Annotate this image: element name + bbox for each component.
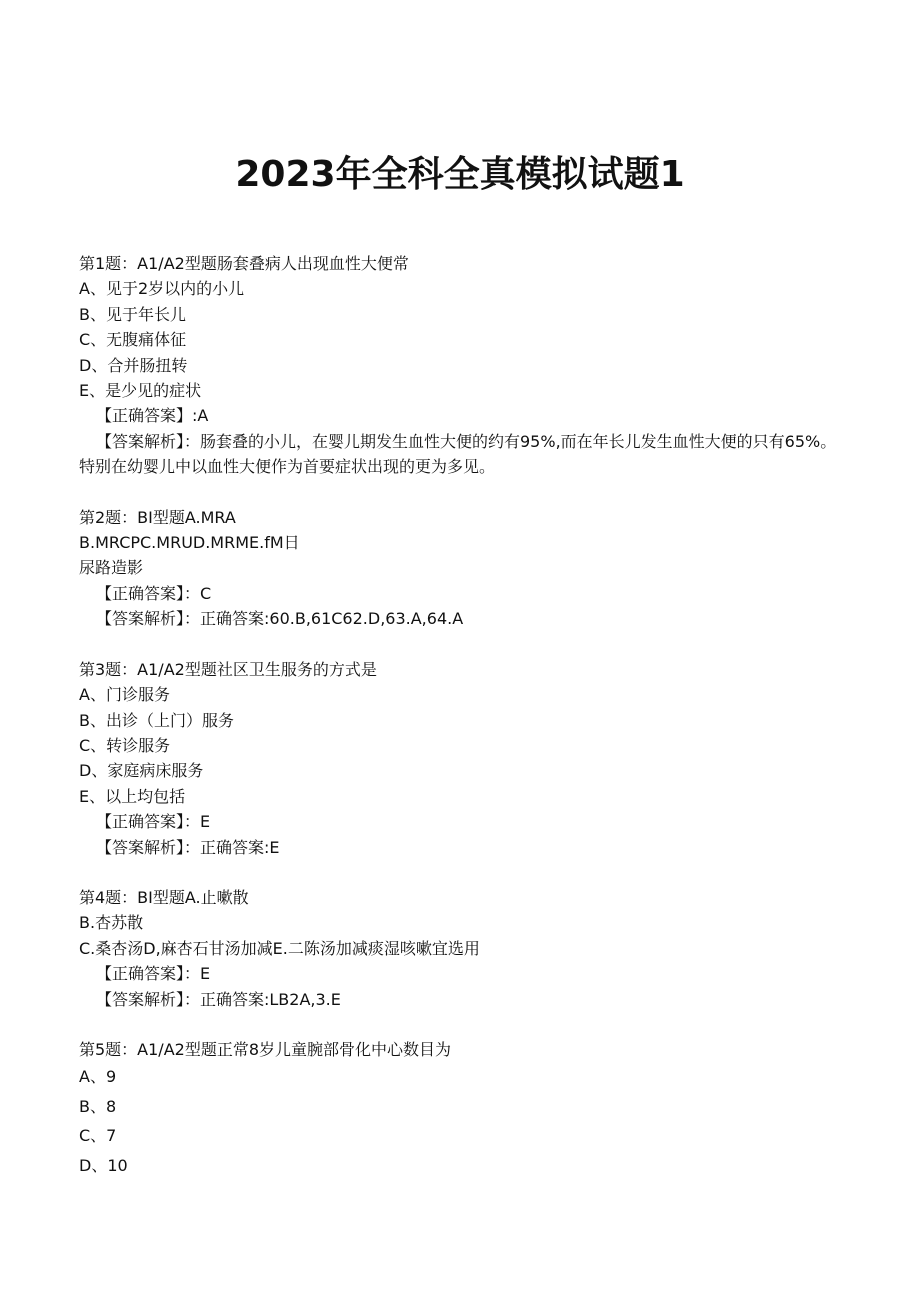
option-a: A、见于2岁以内的小儿 [79,279,245,299]
question-header: 第1题：A1/A2型题肠套叠病人出现血性大便常 [79,254,409,273]
question-5 [79,1037,839,1180]
answer-explanation: 【答案解析】：正确答案:60.B,61C62.D,63.A,64.A [96,609,464,629]
correct-answer: 【正确答案】：E [96,964,211,984]
option-b: B、出诊（上门）服务 [79,710,234,730]
question-4 [79,885,839,1012]
option-d: D、合并肠扭转 [79,355,188,375]
option-line: B.MRCPC.MRUD.MRME.fM日 [79,533,300,553]
question-header: 第3题：A1/A2型题社区卫生服务的方式是 [79,659,377,679]
question-3 [79,657,839,860]
option-line: B.杏苏散 [79,913,144,933]
option-b: B、见于年长儿 [79,304,186,324]
question-list [79,251,839,1205]
correct-answer: 【正确答案】:A [96,406,209,426]
document-title: 2023年全科全真模拟试题1 [235,154,685,195]
option-line: C.桑杏汤D,麻杏石甘汤加减E.二陈汤加减痰湿咳嗽宜选用 [79,938,480,958]
option-a: A、门诊服务 [79,685,170,705]
correct-answer: 【正确答案】：C [96,583,212,603]
question-1 [79,251,839,480]
question-header: 第5题：A1/A2型题正常8岁儿童腕部骨化中心数目为 [79,1039,452,1059]
option-c: C、转诊服务 [79,735,171,755]
option-d: D、家庭病床服务 [79,761,204,781]
option-c: C、无腹痛体征 [79,330,187,350]
question-header: 第4题：BI型题A.止嗽散 [79,887,249,907]
answer-explanation: 【答案解析】：正确答案:E [96,837,280,857]
answer-explanation: 【答案解析】：肠套叠的小儿，在婴儿期发生血性大便的约有95%,而在年长儿发生血性大便的只有65%。特别在幼婴儿中以血性大便作为首要症状出现的更为多见。 [79,431,837,477]
option-a: A、9 [79,1067,117,1087]
answer-explanation: 【答案解析】：正确答案:LB2A,3.E [96,989,341,1009]
option-e: E、是少见的症状 [79,381,202,401]
correct-answer: 【正确答案】：E [96,812,211,832]
question-header: 第2题：BI型题A.MRA [79,507,236,527]
option-line: 尿路造影 [79,558,144,578]
option-e: E、以上均包括 [79,786,186,806]
question-2 [79,505,839,632]
option-c: C、7 [79,1126,117,1146]
option-b: B、8 [79,1096,117,1116]
option-d: D、10 [79,1155,128,1175]
